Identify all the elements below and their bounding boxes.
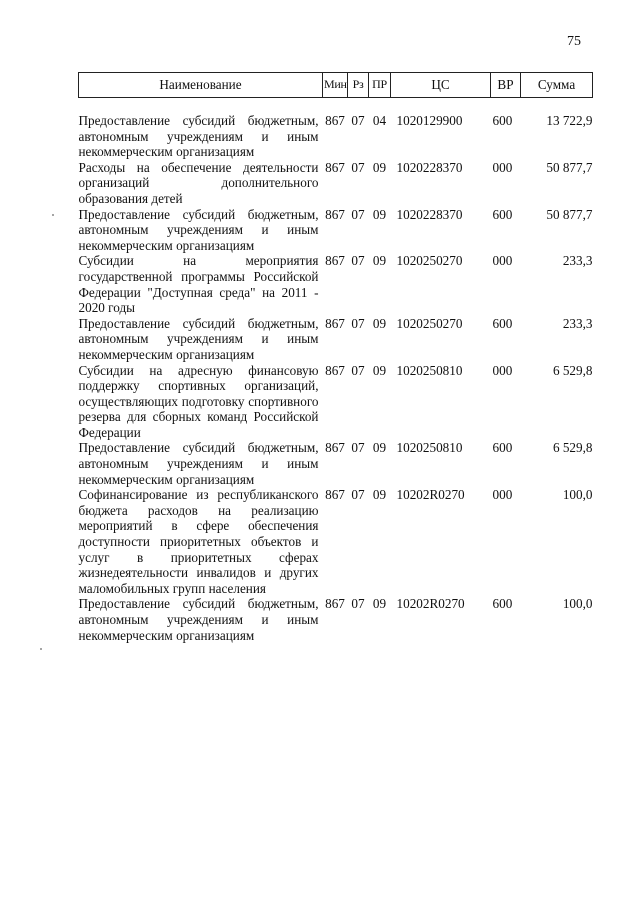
row-cs: 1020228370	[396, 159, 463, 175]
row-min: 867	[325, 487, 345, 503]
row-cs: 1020250270	[396, 253, 463, 269]
budget-table	[78, 72, 593, 643]
row-pr: 09	[372, 253, 387, 269]
row-cs: 1020250270	[396, 315, 463, 331]
row-pr: 09	[372, 440, 387, 456]
row-name: Предоставление субсидий бюджетным, автономным учреждениям и иным некоммерческим организациям	[78, 596, 319, 643]
row-rz: 07	[351, 596, 365, 612]
row-min: 867	[325, 315, 345, 331]
header-rz: Рз	[348, 73, 369, 98]
row-vr: 000	[492, 253, 513, 269]
row-pr: 09	[372, 362, 387, 378]
table-row	[79, 316, 593, 363]
row-name: Предоставление субсидий бюджетным, автономным учреждениям и иным некоммерческим организациям	[78, 206, 319, 253]
page-number: 75	[567, 34, 581, 49]
row-vr: 600	[492, 113, 513, 128]
row-rz: 07	[351, 206, 365, 222]
table-row	[79, 207, 593, 254]
row-name: Софинансирование из республиканского бюджета расходов на реализацию мероприятий в сфере обеспечения доступности приоритетных объектов и услуг в приоритетных сферах жизнедеятельности инвалидов и других маломобильных групп населения	[78, 487, 319, 596]
row-vr: 000	[492, 159, 513, 175]
table-row	[79, 253, 593, 315]
header-vr: ВР	[491, 73, 521, 98]
header-spacer	[79, 98, 593, 114]
row-sum: 6 529,8	[552, 440, 593, 456]
row-pr: 09	[372, 159, 387, 175]
row-name: Предоставление субсидий бюджетным, автономным учреждениям и иным некоммерческим организациям	[78, 440, 319, 487]
row-rz: 07	[351, 440, 365, 456]
table-row	[79, 363, 593, 441]
row-sum: 100,0	[562, 487, 593, 503]
row-pr: 09	[372, 487, 387, 503]
scan-speck	[52, 214, 54, 216]
row-sum: 50 877,7	[546, 206, 593, 222]
row-vr: 000	[492, 487, 513, 503]
table-row	[79, 113, 593, 160]
row-min: 867	[325, 596, 345, 612]
row-vr: 600	[492, 596, 513, 612]
row-name: Субсидии на адресную финансовую поддержку спортивных организаций, осуществляющих подготовку спортивного резерва для сборных команд Российской Федерации	[78, 362, 319, 440]
row-rz: 07	[351, 253, 365, 269]
row-name: Предоставление субсидий бюджетным, автономным учреждениям и иным некоммерческим организациям	[78, 315, 319, 362]
row-name: Расходы на обеспечение деятельности организаций дополнительного образования детей	[78, 159, 319, 206]
row-cs: 10202R0270	[396, 487, 465, 503]
row-cs: 1020129900	[396, 113, 463, 128]
row-sum: 6 529,8	[552, 362, 593, 378]
row-cs: 1020250810	[396, 440, 463, 456]
row-pr: 09	[372, 596, 387, 612]
row-rz: 07	[351, 113, 365, 128]
row-name: Предоставление субсидий бюджетным, автономным учреждениям и иным некоммерческим организациям	[78, 113, 319, 160]
header-min: Мин	[323, 73, 348, 98]
row-vr: 600	[492, 206, 513, 222]
row-pr: 09	[372, 206, 387, 222]
row-min: 867	[325, 113, 345, 128]
table-header-row	[79, 73, 593, 98]
table-row	[79, 440, 593, 487]
header-pr: ПР	[369, 73, 391, 98]
row-sum: 233,3	[562, 315, 593, 331]
header-sum: Сумма	[521, 73, 593, 98]
row-pr: 09	[372, 315, 387, 331]
row-cs: 10202R0270	[396, 596, 465, 612]
table-row	[79, 160, 593, 207]
row-rz: 07	[351, 487, 365, 503]
row-sum: 233,3	[562, 253, 593, 269]
row-min: 867	[325, 440, 345, 456]
row-name: Субсидии на мероприятия государственной программы Российской Федерации "Доступная среда" на 2011 - 2020 годы	[78, 253, 319, 316]
row-rz: 07	[351, 159, 365, 175]
row-pr: 04	[372, 113, 387, 128]
row-cs: 1020228370	[396, 206, 463, 222]
row-sum: 13 722,9	[546, 113, 593, 128]
row-vr: 600	[492, 440, 513, 456]
scan-speck	[40, 648, 42, 650]
row-sum: 100,0	[562, 596, 593, 612]
row-min: 867	[325, 206, 345, 222]
table-row	[79, 596, 593, 643]
row-min: 867	[325, 253, 345, 269]
row-sum: 50 877,7	[546, 159, 593, 175]
row-min: 867	[325, 159, 345, 175]
row-vr: 000	[492, 362, 513, 378]
row-min: 867	[325, 362, 345, 378]
row-cs: 1020250810	[396, 362, 463, 378]
row-rz: 07	[351, 315, 365, 331]
header-name: Наименование	[79, 73, 323, 98]
header-cs: ЦС	[391, 73, 491, 98]
row-vr: 600	[492, 315, 513, 331]
table-row	[79, 487, 593, 596]
row-rz: 07	[351, 362, 365, 378]
